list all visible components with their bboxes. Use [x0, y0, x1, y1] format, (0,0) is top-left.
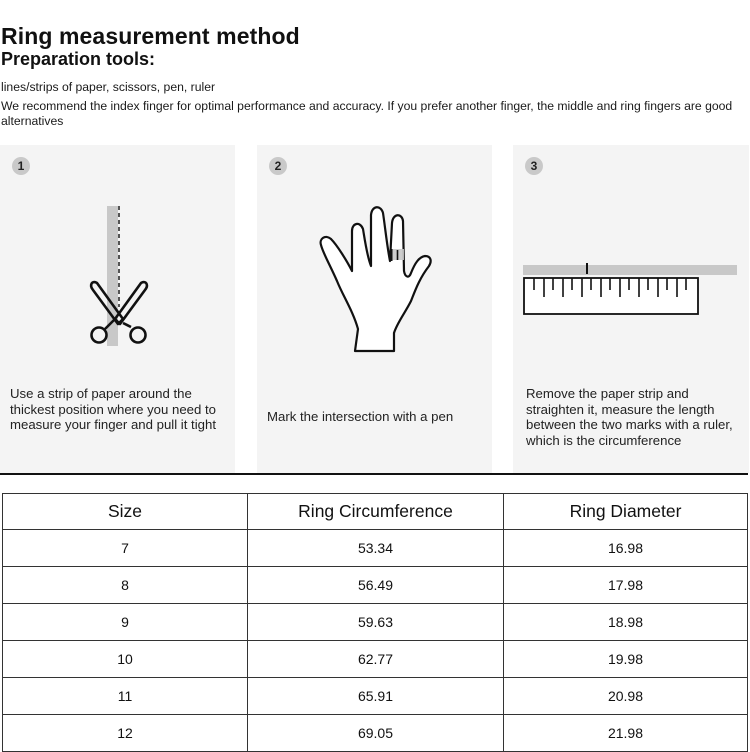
finger-recommendation: We recommend the index finger for optimal performance and accuracy. If you prefer another finger, the middle and ring fingers are good alternatives	[1, 99, 733, 128]
step-panel-2	[257, 145, 492, 473]
ruler-with-paper-strip-icon	[523, 263, 739, 319]
diameter-cell: 16.98	[504, 530, 748, 567]
table-row	[3, 604, 748, 641]
tools-list: lines/strips of paper, scissors, pen, ruler	[1, 80, 216, 94]
circumference-cell: 53.34	[248, 530, 504, 567]
section-divider	[0, 473, 748, 475]
circumference-cell: 65.91	[248, 678, 504, 715]
page-title: Ring measurement method	[1, 23, 300, 49]
step-description: Use a strip of paper around the thickest position where you need to measure your finger and pull it tight	[10, 386, 216, 432]
table-row	[3, 530, 748, 567]
size-cell: 8	[3, 567, 248, 604]
preparation-tools-heading: Preparation tools:	[1, 49, 156, 69]
size-cell: 12	[3, 715, 248, 752]
ring-size-table	[2, 493, 748, 752]
table-row	[3, 678, 748, 715]
table-header-row	[3, 494, 748, 530]
table-row	[3, 567, 748, 604]
table-row	[3, 641, 748, 678]
step-panel-3	[513, 145, 749, 473]
circumference-cell: 56.49	[248, 567, 504, 604]
size-cell: 9	[3, 604, 248, 641]
step-panel-1	[0, 145, 235, 473]
circumference-cell: 69.05	[248, 715, 504, 752]
diameter-cell: 20.98	[504, 678, 748, 715]
column-header-circumference: Ring Circumference	[248, 494, 504, 530]
diameter-cell: 19.98	[504, 641, 748, 678]
column-header-diameter: Ring Diameter	[504, 494, 748, 530]
column-header-size: Size	[3, 494, 248, 530]
step-number-badge: 3	[525, 157, 543, 175]
diameter-cell: 21.98	[504, 715, 748, 752]
size-cell: 7	[3, 530, 248, 567]
circumference-cell: 59.63	[248, 604, 504, 641]
scissors-cutting-paper-strip-icon	[85, 203, 155, 353]
diameter-cell: 17.98	[504, 567, 748, 604]
step-description: Remove the paper strip and straighten it, measure the length between the two marks with a ruler, which is the circumference	[526, 386, 733, 448]
hand-with-marked-finger-icon	[315, 201, 437, 353]
step-number-badge: 2	[269, 157, 287, 175]
size-cell: 10	[3, 641, 248, 678]
table-row	[3, 715, 748, 752]
diameter-cell: 18.98	[504, 604, 748, 641]
step-number-badge: 1	[12, 157, 30, 175]
step-description: Mark the intersection with a pen	[267, 409, 454, 424]
circumference-cell: 62.77	[248, 641, 504, 678]
size-cell: 11	[3, 678, 248, 715]
